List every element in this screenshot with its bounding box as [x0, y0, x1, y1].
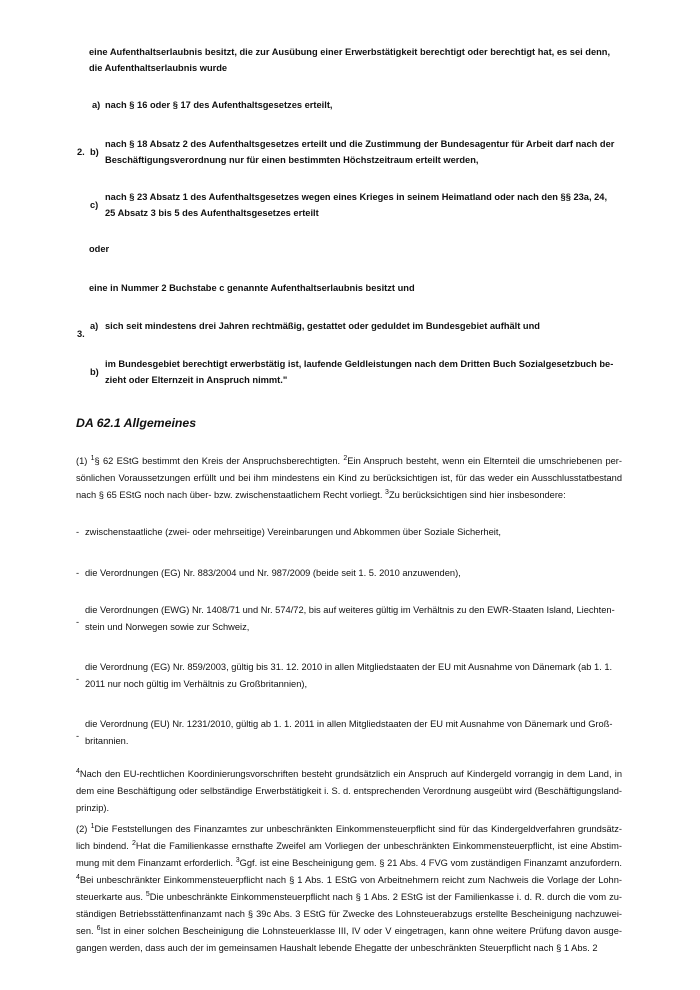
paragraph-1 [76, 453, 622, 504]
sentence-number: 1 [90, 823, 95, 830]
sentence-number: 4 [76, 768, 80, 775]
bullet-item: die Verordnungen (EG) Nr. 883/2004 und Nr. 987/2009 (beide seit 1. 5. 2010 anzuwenden), [85, 568, 461, 578]
bullet-item: die Verordnungen (EWG) Nr. 1408/71 und Nr. 574/72, bis auf weiteres gültig im Verhältnis zu den EWR-Staaten Island, Liechtenstein und Norwegen sowie zur Schweiz, [85, 605, 615, 632]
sentence-number: 3 [235, 857, 240, 864]
item2-b-letter: b) [90, 147, 99, 157]
item2-c-letter: c) [90, 200, 99, 210]
paragraph-1-sentence-1: § 62 EStG bestimmt den Kreis der Anspruchsberechtigten. [94, 456, 344, 466]
paragraph-2-sentence-6: Ist in einer solchen Bescheinigung die Lohnsteuerklasse III, IV oder V eingetragen, kann ohne weitere Prüfung davon ausgegangen werden, dass auch der im gemeinsamen Haushalt lebende Ehegatte der unbeschränkten Steuerpflicht nach § 1 Abs. 2 [76, 926, 622, 953]
sentence-number: 3 [385, 489, 389, 496]
bullet-dash: - [76, 674, 80, 684]
bullet-dash: - [76, 617, 80, 627]
paragraph-2-sentence-2: Hat die Familienkasse ernsthafte Zweifel am Vorliegen der unbeschränkten Einkommensteuerpflicht, ist eine Abstimmung mit dem Finanzamt erforderlich. [76, 841, 622, 868]
bullet-dash: - [76, 731, 80, 741]
item3-b-line-1: im Bundesgebiet berechtigt erwerbstätig ist, laufende Geldleistungen nach dem Dritten Buch Sozialgesetzbuch be- [105, 359, 614, 369]
paragraph-2-sentence-3: Ggf. ist eine Bescheinigung gem. § 21 Abs. 4 FVG vom zuständigen Finanzamt anzufordern. [239, 858, 622, 868]
item3-number: 3. [77, 329, 85, 339]
paragraph-2-prefix: (2) [76, 824, 91, 834]
item2-b-line-2: Beschäftigungsverordnung nur für einen bestimmten Höchstzeitraum erteilt werden, [105, 155, 479, 165]
intro-line-2: die Aufenthaltserlaubnis wurde [89, 63, 228, 73]
paragraph-2 [76, 821, 622, 957]
paragraph-1-prefix: (1) [76, 456, 91, 466]
paragraph-1-sentence-4-text: Nach den EU-rechtlichen Koordinierungsvorschriften besteht grundsätzlich ein Anspruch auf Kindergeld vorrangig in dem Land, in dem eine Beschäftigung oder selbständige Erwerbstätigkeit i. S. d. entsprechenden Verordnung ausgeübt wird (Beschäftigungslandprinzip). [76, 769, 622, 813]
oder-text: oder [89, 244, 110, 254]
sentence-number: 1 [90, 455, 95, 462]
item2-number: 2. [77, 147, 85, 157]
bullet-dash: - [76, 527, 80, 537]
item3-b-line-2: zieht oder Elternzeit in Anspruch nimmt." [105, 375, 288, 385]
item3-a-text: sich seit mindestens drei Jahren rechtmäßig, gestattet oder geduldet im Bundesgebiet aufhält und [105, 321, 540, 331]
item3-intro: eine in Nummer 2 Buchstabe c genannte Aufenthaltserlaubnis besitzt und [89, 283, 415, 293]
item2-c-line-2: 25 Absatz 3 bis 5 des Aufenthaltsgesetzes erteilt [105, 208, 319, 218]
paragraph-1-sentence-4 [76, 766, 622, 817]
item2-a-text: nach § 16 oder § 17 des Aufenthaltsgesetzes erteilt, [105, 100, 333, 110]
item2-a-letter: a) [92, 100, 101, 110]
bullet-item: zwischenstaatliche (zwei- oder mehrseitige) Vereinbarungen und Abkommen über Soziale Sicherheit, [85, 527, 501, 537]
sentence-number: 6 [96, 925, 101, 932]
paragraph-2-sentence-1: Die Feststellungen des Finanzamtes zur unbeschränkten Einkommensteuerpflicht sind für das Kindergeldverfahren grundsätzlich bindend. [76, 824, 622, 851]
item2-c-line-1: nach § 23 Absatz 1 des Aufenthaltsgesetzes wegen eines Krieges in seinem Heimatland oder nach den §§ 23a, 24, [105, 192, 608, 202]
bullet-item: die Verordnung (EU) Nr. 1231/2010, gültig ab 1. 1. 2011 in allen Mitgliedstaaten der EU mit Ausnahme von Dänemark und Großbritannien. [85, 719, 613, 746]
sentence-number: 2 [343, 455, 348, 462]
intro-line-1: eine Aufenthaltserlaubnis besitzt, die zur Ausübung einer Erwerbstätigkeit berechtigt oder berechtigt hat, es sei denn, [89, 47, 611, 57]
section-heading: DA 62.1 Allgemeines [76, 416, 197, 430]
bullet-dash: - [76, 568, 80, 578]
item2-b-line-1: nach § 18 Absatz 2 des Aufenthaltsgesetzes erteilt und die Zustimmung der Bundesagentur für Arbeit darf nach der [105, 139, 615, 149]
sentence-number: 2 [131, 840, 136, 847]
item3-a-letter: a) [90, 321, 99, 331]
item3-b-letter: b) [90, 367, 99, 377]
paragraph-2-sentence-5: Die unbeschränkte Einkommensteuerpflicht nach § 1 Abs. 2 EStG ist der Familienkasse i. d. R. durch die vom zuständigen Betriebsstättenfinanzamt nach § 39c Abs. 3 EStG für Zwecke des Lohnsteuerabzugs erstellte Bescheinigung nachzuweisen. [76, 892, 623, 936]
sentence-number: 5 [145, 891, 150, 898]
paragraph-1-sentence-2: Ein Anspruch besteht, wenn ein Elternteil die umschriebenen persönlichen Voraussetzungen erfüllt und bei ihm mindestens ein Kind zu berücksichtigen ist, für das weder ein Ausschlusstatbestand nach § 65 EStG noch nach über- bzw. zwischenstaatlichem Recht vorliegt. [76, 456, 623, 500]
sentence-number: 4 [76, 874, 80, 881]
paragraph-1-sentence-3: Zu berücksichtigen sind hier insbesondere: [388, 490, 566, 500]
paragraph-2-sentence-4: Bei unbeschränkter Einkommensteuerpflicht nach § 1 Abs. 1 EStG von Arbeitnehmern reicht zum Nachweis die Vorlage der Lohnsteuerkarte aus. [76, 875, 622, 902]
bullet-item: die Verordnung (EG) Nr. 859/2003, gültig bis 31. 12. 2010 in allen Mitgliedstaaten der EU mit Ausnahme von Dänemark (ab 1. 1. 2011 nur noch gültig im Verhältnis zu Großbritannien), [85, 662, 613, 689]
